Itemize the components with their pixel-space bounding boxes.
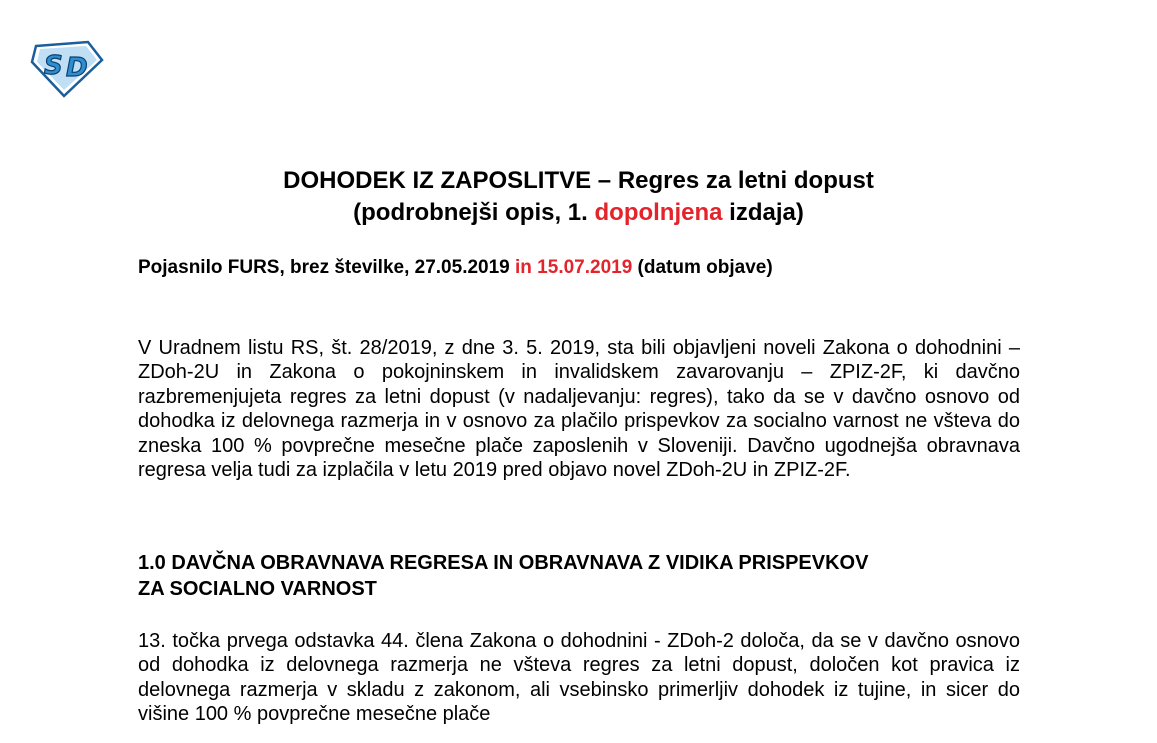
source-prefix: Pojasnilo FURS, brez številke, 27.05.2019 — [138, 257, 516, 278]
source-line — [138, 255, 773, 281]
document-subtitle-edition — [0, 198, 1157, 228]
section-paragraph: 13. točka prvega odstavka 44. člena Zakona o dohodnini - ZDoh-2 določa, da se v davčno osnovo od dohodka iz delovnega razmerja ne všteva regres za letni dopust, določen kot pravica iz delovnega razmerja v skladu z zakonom, ali vsebinsko primerljiv dohodek iz tujine, in sicer do višine 100 % povprečne mesečne plače — [138, 630, 1020, 726]
section-heading-line2: ZA SOCIALNO VARNOST — [138, 578, 377, 600]
intro-paragraph: V Uradnem listu RS, št. 28/2019, z dne 3. 5. 2019, sta bili objavljeni noveli Zakona o dohodnini – ZDoh-2U in Zakona o pokojninskem in invalidskem zavarovanju – ZPIZ-2F, ki davčno razbremenjujeta regres za letni dopust (v nadaljevanju: regres), tako da se v davčno osnovo od dohodka iz delovnega razmerja in v osnovo za plačilo prispevkov za socialno varnost ne všteva do zneska 100 % povprečne mesečne plače zaposlenih v Sloveniji. Davčno ugodnejša obravnava regresa velja tudi za izplačila v letu 2019 pred objavo novel ZDoh-2U in ZPIZ-2F. — [138, 337, 1020, 482]
section-heading-line1: 1.0 DAVČNA OBRAVNAVA REGRESA IN OBRAVNAVA Z VIDIKA PRISPEVKOV — [138, 552, 869, 574]
edition-suffix: izdaja) — [722, 199, 804, 226]
section-heading — [138, 550, 1038, 602]
svg-text:S: S — [44, 51, 63, 81]
edition-prefix: (podrobnejši opis, 1. — [353, 199, 595, 226]
svg-text:D: D — [66, 53, 88, 83]
source-highlight: in 15.07.2019 — [515, 257, 633, 278]
edition-highlight: dopolnjena — [594, 199, 723, 226]
document-title: DOHODEK IZ ZAPOSLITVE – Regres za letni dopust — [283, 167, 874, 194]
sd-shield-logo-icon — [30, 40, 104, 98]
source-suffix: (datum objave) — [632, 257, 773, 278]
